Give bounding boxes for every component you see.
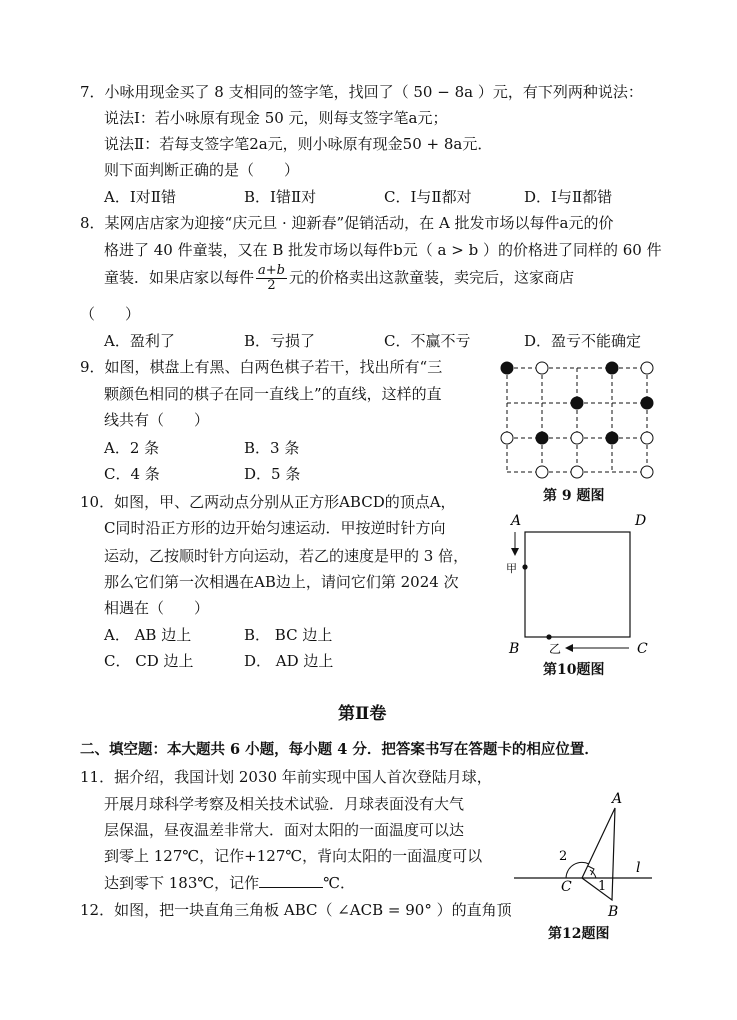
q8-line2: 格进了 40 件童装，又在 B 批发市场以每件b元（ a > b ）的价格进了同样的 60 件 <box>104 241 662 259</box>
white-stone <box>501 432 513 444</box>
q10-caption: 第10题图 <box>543 662 605 678</box>
q11-line5-pre: 达到零下 183℃，记作 <box>104 874 260 892</box>
label-1: 1 <box>598 879 607 894</box>
label-2: 2 <box>559 849 568 864</box>
q10-line3: 运动，乙按顺时针方向运动，若乙的速度是甲的 3 倍， <box>104 547 469 565</box>
label-a: A <box>511 513 522 529</box>
q10-option-a[interactable]: A． AB 边上 <box>104 626 192 644</box>
black-stone <box>571 397 583 409</box>
white-stone <box>571 466 583 478</box>
label-b: B <box>608 904 619 920</box>
q8-option-c[interactable]: C．不赢不亏 <box>384 332 471 350</box>
section-title: 第Ⅱ卷 <box>338 704 387 724</box>
q7-line3: 说法Ⅱ：若每支签字笔2a元，则小咏原有现金50 + 8a元． <box>104 135 493 153</box>
section-heading: 二、填空题：本大题共 6 小题，每小题 4 分．把答案书写在答题卡的相应位置． <box>80 741 599 758</box>
q7-option-b[interactable]: B．Ⅰ错Ⅱ对 <box>244 188 317 206</box>
q10-option-c[interactable]: C． CD 边上 <box>104 652 194 670</box>
q9-option-a[interactable]: A．2 条 <box>104 439 160 457</box>
point-jia <box>522 564 527 569</box>
q8-option-b[interactable]: B．亏损了 <box>244 332 316 350</box>
q9-chessboard-figure <box>495 358 657 482</box>
label-d: D <box>635 513 647 529</box>
white-stone <box>536 466 548 478</box>
q9-option-d[interactable]: D．5 条 <box>244 465 301 483</box>
q7-option-c[interactable]: C．Ⅰ与Ⅱ都对 <box>384 188 472 206</box>
q9-line2: 颗颜色相同的棋子在同一直线上”的直线，这样的直 <box>104 385 442 403</box>
q7-option-a[interactable]: A．Ⅰ对Ⅱ错 <box>104 188 176 206</box>
label-c: C <box>561 879 572 895</box>
q11-line3: 层保温，昼夜温差非常大．面对太阳的一面温度可以达 <box>104 821 465 839</box>
point-yi <box>546 634 551 639</box>
q9-option-c[interactable]: C．4 条 <box>104 465 160 483</box>
black-stone <box>606 362 618 374</box>
q11-line5 <box>104 873 355 893</box>
q8-option-a[interactable]: A．盈利了 <box>104 332 175 350</box>
q10-line2: C同时沿正方形的边开始匀速运动．甲按逆时针方向 <box>104 519 446 537</box>
q11-line4: 到零上 127℃，记作+127℃，背向太阳的一面温度可以 <box>104 847 483 865</box>
arrow-left-icon <box>565 644 573 652</box>
q10-option-b[interactable]: B． BC 边上 <box>244 626 333 644</box>
black-stone <box>606 432 618 444</box>
white-stone <box>536 362 548 374</box>
white-stone <box>641 466 653 478</box>
q8-line3 <box>104 264 574 293</box>
q10-line1: 10．如图，甲、乙两动点分别从正方形ABCD的顶点A， <box>80 493 456 511</box>
q7-line4: 则下面判断正确的是（ ） <box>104 161 300 179</box>
q8-line4: （ ） <box>80 305 141 323</box>
q9-caption: 第 9 题图 <box>543 488 605 504</box>
q8-fraction <box>256 264 287 293</box>
q8-line1: 8．某网店店家为迎接“庆元旦 · 迎新春”促销活动，在 A 批发市场以每件a元的价 <box>80 214 614 232</box>
white-stone <box>641 362 653 374</box>
black-stone <box>536 432 548 444</box>
label-a: A <box>612 791 623 807</box>
square-abcd <box>525 532 630 637</box>
q8-frac-den: 2 <box>267 278 276 293</box>
label-c: C <box>637 641 648 656</box>
q9-line1: 9．如图，棋盘上有黑、白两色棋子若干，找出所有“三 <box>80 358 443 376</box>
q9-option-b[interactable]: B．3 条 <box>244 439 300 457</box>
white-stone <box>571 432 583 444</box>
q10-option-d[interactable]: D． AD 边上 <box>244 652 334 670</box>
q11-answer-blank[interactable] <box>259 873 323 888</box>
white-stone <box>641 432 653 444</box>
q10-square-figure <box>505 508 655 656</box>
label-jia: 甲 <box>506 562 517 575</box>
label-b: B <box>509 641 520 656</box>
arrow-down-icon <box>511 548 519 556</box>
q8-line3-post: 元的价格卖出这款童装，卖完后，这家商店 <box>288 268 574 287</box>
q8-frac-num: a+b <box>258 263 285 278</box>
q7-line2: 说法Ⅰ：若小咏原有现金 50 元，则每支签字笔a元； <box>104 109 448 127</box>
q12-caption: 第12题图 <box>548 926 610 942</box>
q11-line2: 开展月球科学考察及相关技术试验．月球表面没有大气 <box>104 795 465 813</box>
q8-option-d[interactable]: D．盈亏不能确定 <box>524 332 642 350</box>
q10-line5: 相遇在（ ） <box>104 599 210 617</box>
q9-line3: 线共有（ ） <box>104 411 210 429</box>
label-yi: 乙 <box>549 642 562 656</box>
q11-line1: 11．据介绍，我国计划 2030 年前实现中国人首次登陆月球， <box>80 768 492 786</box>
q11-line5-post: ℃． <box>323 874 355 892</box>
q7-line1: 7．小咏用现金买了 8 支相同的签字笔，找回了（ 50 − 8a ）元，有下列两种说法： <box>80 83 643 101</box>
q8-line3-pre: 童装．如果店家以每件 <box>104 268 255 287</box>
q10-line4: 那么它们第一次相遇在AB边上，请问它们第 2024 次 <box>104 573 459 591</box>
label-l: l <box>636 860 641 876</box>
q12-line1: 12．如图，把一块直角三角板 ABC（ ∠ACB = 90° ）的直角顶 <box>80 901 512 919</box>
black-stone <box>641 397 653 409</box>
q7-option-d[interactable]: D．Ⅰ与Ⅱ都错 <box>524 188 613 206</box>
q12-triangle-figure <box>512 790 662 922</box>
black-stone <box>501 362 513 374</box>
